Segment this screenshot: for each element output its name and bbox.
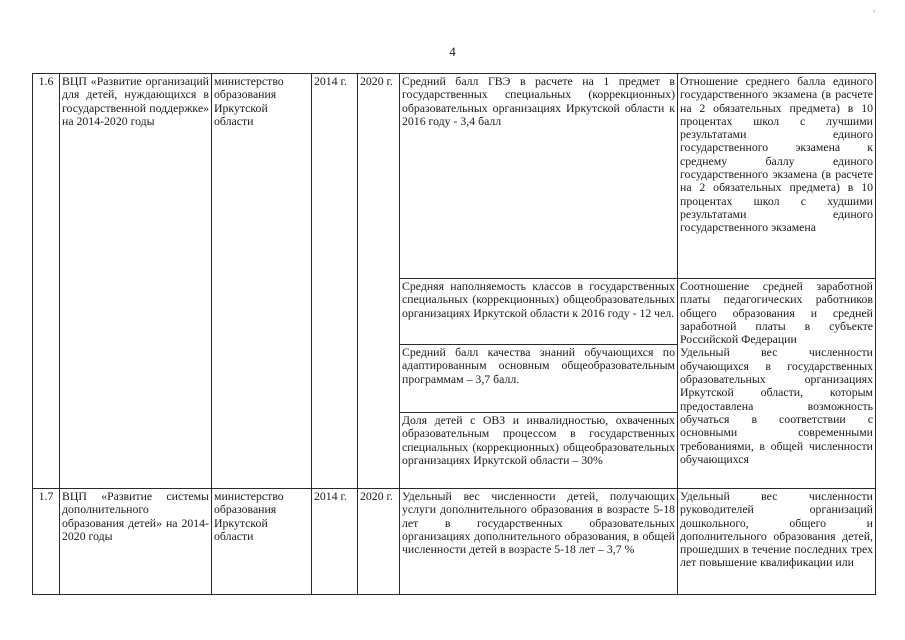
row-number: 1.7 <box>33 489 60 595</box>
year-end: 2020 г. <box>358 489 400 595</box>
expected-result: Удельный вес численности детей, получающих услуги дополнительного образования в возрасте 5-18 лет в государственных образовательных организациях дополнительного образования, в общей численности детей в возрасте 5-18 лет – 3,7 % <box>400 489 678 595</box>
page-number: 4 <box>449 44 456 59</box>
indicator: Удельный вес численности обучающихся в государственных образовательных организациях Иркутской области, которым предоставлена возможность обучаться в соответствии с основными современными требованиями, в общей численности обучающихся <box>680 345 873 466</box>
executor: министерство образования Иркутской области <box>212 489 312 595</box>
executor: министерство образования Иркутской области <box>212 74 312 489</box>
indicator-group <box>678 279 876 489</box>
table-row-1-7 <box>33 489 876 595</box>
expected-result: Средний балл ГВЭ в расчете на 1 предмет в государственных специальных (коррекционных) образовательных организациях Иркутской области к 2016 году - 3,4 балл <box>400 74 678 279</box>
expected-result: Средняя наполняемость классов в государственных специальных (коррекционных) общеобразовательных организациях Иркутской области к 2016 году - 12 чел. <box>400 279 678 345</box>
program-name: ВЦП «Развитие организаций для детей, нуждающихся в государственной поддержке» на 2014-2020 годы <box>60 74 212 489</box>
expected-result: Средний балл качества знаний обучающихся по адаптированным основным общеобразовательным программам – 3,7 балл. <box>400 345 678 413</box>
corner-mark: ' <box>873 8 875 20</box>
indicator: Удельный вес численности руководителей организаций дошкольного, общего и дополнительного образования детей, прошедших в течение последних трех лет повышение квалификации или <box>678 489 876 595</box>
program-name: ВЦП «Развитие системы дополнительного образования детей» на 2014-2020 годы <box>60 489 212 595</box>
year-start: 2014 г. <box>312 74 358 489</box>
expected-result: Доля детей с ОВЗ и инвалидностью, охваченных образовательным процессом в государственных специальных (коррекционных) общеобразовательных организациях Иркутской области – 30% <box>400 413 678 489</box>
year-end: 2020 г. <box>358 74 400 489</box>
row-number: 1.6 <box>33 74 60 489</box>
table-row-1-6 <box>33 74 876 279</box>
program-table <box>32 73 876 595</box>
year-start: 2014 г. <box>312 489 358 595</box>
indicator: Соотношение средней заработной платы педагогических работников общего образования и средней заработной платы в субъекте Российской Федерации <box>680 279 873 347</box>
indicator: Отношение среднего балла единого государственного экзамена (в расчете на 2 обязательных предмета) в 10 процентах школ с лучшими результатами единого государственного экзамена к среднему баллу единого государственного экзамена (в расчете на 2 обязательных предмета) в 10 процентах школ с худшими результатами единого государственного экзамена <box>678 74 876 279</box>
